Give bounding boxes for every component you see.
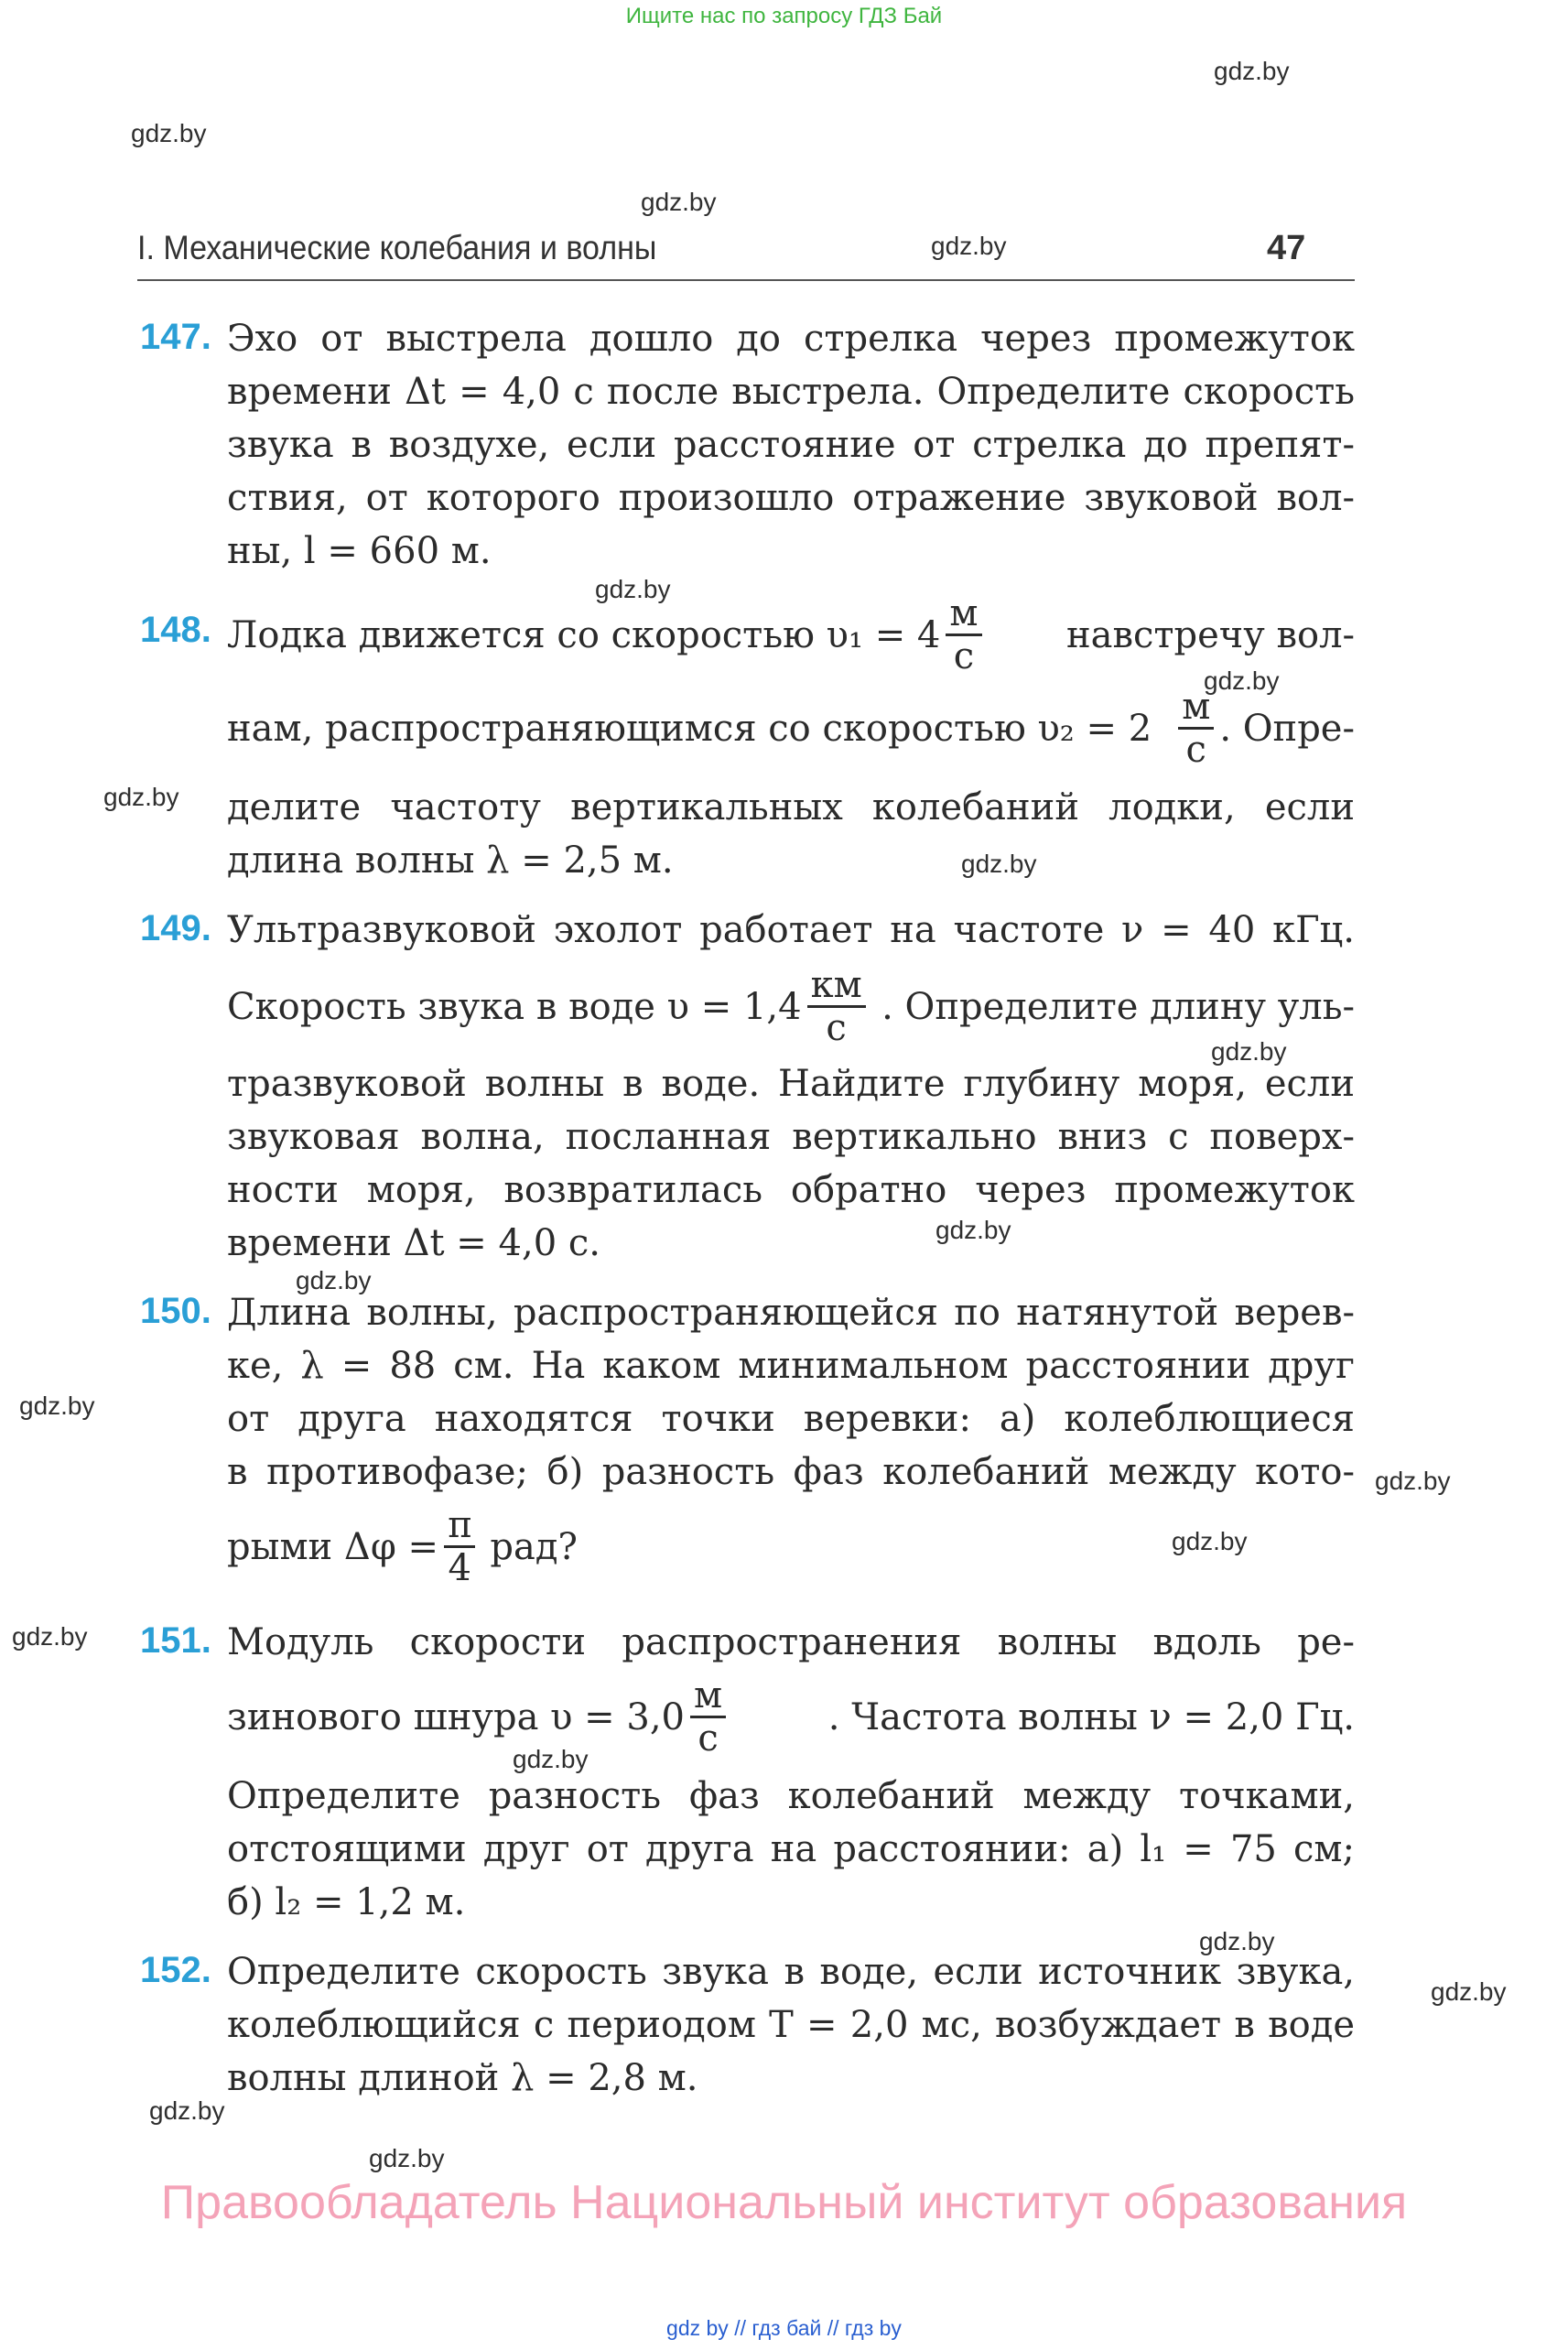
fraction-denominator: 4 — [448, 1547, 471, 1589]
watermark: gdz.by — [296, 1266, 372, 1294]
problem-number: 152. — [140, 1950, 211, 1990]
fraction — [807, 965, 866, 1048]
text-segment: . Опре- — [1219, 707, 1355, 750]
copyright-notice: Правообладатель Национальный институт образования — [160, 2176, 1408, 2229]
fraction-numerator: м — [690, 1675, 726, 1718]
watermark: gdz.by — [12, 1622, 88, 1651]
watermark: gdz.by — [961, 850, 1037, 878]
problem-text-line — [227, 1675, 1355, 1759]
problem-text-line: от друга находятся точки веревки: а) колеблющиеся — [227, 1398, 1355, 1440]
watermark: gdz.by — [513, 1745, 589, 1773]
problem-text-line: колеблющийся с периодом T = 2,0 мс, возбуждает в воде — [227, 2004, 1355, 2046]
problem-text-line: Эхо от выстрела дошло до стрелка через промежуток — [227, 318, 1355, 360]
problem-text-line: тразвуковой волны в воде. Найдите глубину моря, если — [227, 1063, 1355, 1105]
problem-text-line — [227, 965, 1355, 1048]
watermark: gdz.by — [103, 783, 179, 811]
problem-text-line: Определите скорость звука в воде, если источник звука, — [227, 1951, 1355, 1993]
fraction — [444, 1505, 475, 1588]
problem-number: 149. — [140, 908, 211, 948]
chapter-title: I. Механические колебания и волны — [137, 229, 657, 266]
watermark: gdz.by — [1431, 1977, 1507, 2006]
text-segment: рыми Δφ = — [227, 1525, 439, 1568]
text-segment: Скорость звука в воде υ = 1,4 — [227, 985, 802, 1028]
problem-text-line: Модуль скорости распространения волны вдоль ре- — [227, 1621, 1355, 1663]
problem-text-line: Ультразвуковой эхолот работает на частоте ν = 40 кГц. — [227, 909, 1355, 951]
fraction-numerator: м — [946, 593, 981, 636]
problem-text-line: ствия, от которого произошло отражение звуковой вол- — [227, 477, 1355, 519]
fraction-numerator: км — [807, 965, 866, 1008]
problem-number: 148. — [140, 610, 211, 650]
problem-text-line — [227, 687, 1355, 770]
header-divider — [137, 279, 1355, 281]
watermark: gdz.by — [149, 2096, 225, 2125]
text-segment: Лодка движется со скоростью υ₁ = 4 — [227, 613, 941, 656]
problem-text-line: звуковая волна, посланная вертикально вниз с поверх- — [227, 1116, 1355, 1158]
fraction-denominator: с — [953, 635, 975, 677]
text-segment: зинового шнура υ = 3,0 — [227, 1695, 685, 1738]
problem-number: 151. — [140, 1620, 211, 1661]
problem-text-line: Определите разность фаз колебаний между точками, — [227, 1775, 1355, 1817]
watermark: gdz.by — [1204, 666, 1280, 695]
watermark: gdz.by — [935, 1216, 1011, 1244]
problem-number: 150. — [140, 1291, 211, 1331]
problem-text-line: длина волны λ = 2,5 м. — [227, 839, 674, 882]
problem-text-line: Длина волны, распространяющейся по натянутой верев- — [227, 1292, 1355, 1334]
problem-text-line: звука в воздухе, если расстояние от стрелка до препят- — [227, 424, 1355, 466]
text-segment: нам, распространяющимся со скоростью υ₂ = 2 — [227, 707, 1152, 750]
problem-text-line: ке, λ = 88 см. На каком минимальном расстоянии друг — [227, 1345, 1355, 1387]
footer-links: gdz by // гдз бай // гдз by — [666, 2316, 902, 2340]
fraction-numerator: м — [1178, 687, 1214, 730]
problem-text-line: б) l₂ = 1,2 м. — [227, 1881, 466, 1923]
watermark: gdz.by — [1211, 1037, 1287, 1066]
text-segment: навстречу вол- — [1065, 613, 1355, 656]
watermark: gdz.by — [1172, 1527, 1248, 1555]
problem-text-line: в противофазе; б) разность фаз колебаний между кото- — [227, 1451, 1355, 1493]
fraction — [1178, 687, 1214, 770]
text-segment: . Определите длину уль- — [881, 985, 1355, 1028]
watermark: gdz.by — [369, 2144, 445, 2172]
problem-text-line: отстоящими друг от друга на расстоянии: а) l₁ = 75 см; — [227, 1828, 1355, 1870]
problem-text-line: времени Δt = 4,0 с после выстрела. Определите скорость — [227, 371, 1355, 413]
problem-text-line: ны, l = 660 м. — [227, 530, 492, 572]
watermark: gdz.by — [131, 119, 207, 147]
fraction-denominator: с — [1185, 729, 1206, 771]
page-number: 47 — [1267, 229, 1306, 267]
problem-text-line: ности моря, возвратилась обратно через промежуток — [227, 1169, 1355, 1211]
watermark: gdz.by — [931, 232, 1007, 260]
text-segment: . Частота волны ν = 2,0 Гц. — [827, 1695, 1355, 1738]
fraction-numerator: π — [444, 1505, 475, 1548]
fraction — [690, 1675, 726, 1759]
watermark: gdz.by — [1375, 1467, 1451, 1495]
watermark: gdz.by — [19, 1392, 95, 1420]
fraction — [946, 593, 981, 677]
text-segment: рад? — [490, 1525, 578, 1568]
watermark: gdz.by — [595, 575, 671, 603]
watermark: gdz.by — [641, 188, 717, 216]
problem-text-line: времени Δt = 4,0 с. — [227, 1222, 600, 1264]
problem-text-line: делите частоту вертикальных колебаний лодки, если — [227, 786, 1355, 828]
watermark: gdz.by — [1214, 57, 1290, 85]
watermark: gdz.by — [1199, 1927, 1275, 1955]
fraction-denominator: с — [826, 1007, 847, 1049]
fraction-denominator: с — [697, 1717, 719, 1760]
problem-number: 147. — [140, 317, 211, 357]
problem-text-line — [227, 1505, 578, 1588]
problem-text-line — [227, 593, 1355, 677]
problem-text-line: волны длиной λ = 2,8 м. — [227, 2057, 698, 2099]
top-banner: Ищите нас по запросу ГДЗ Бай — [625, 4, 943, 28]
